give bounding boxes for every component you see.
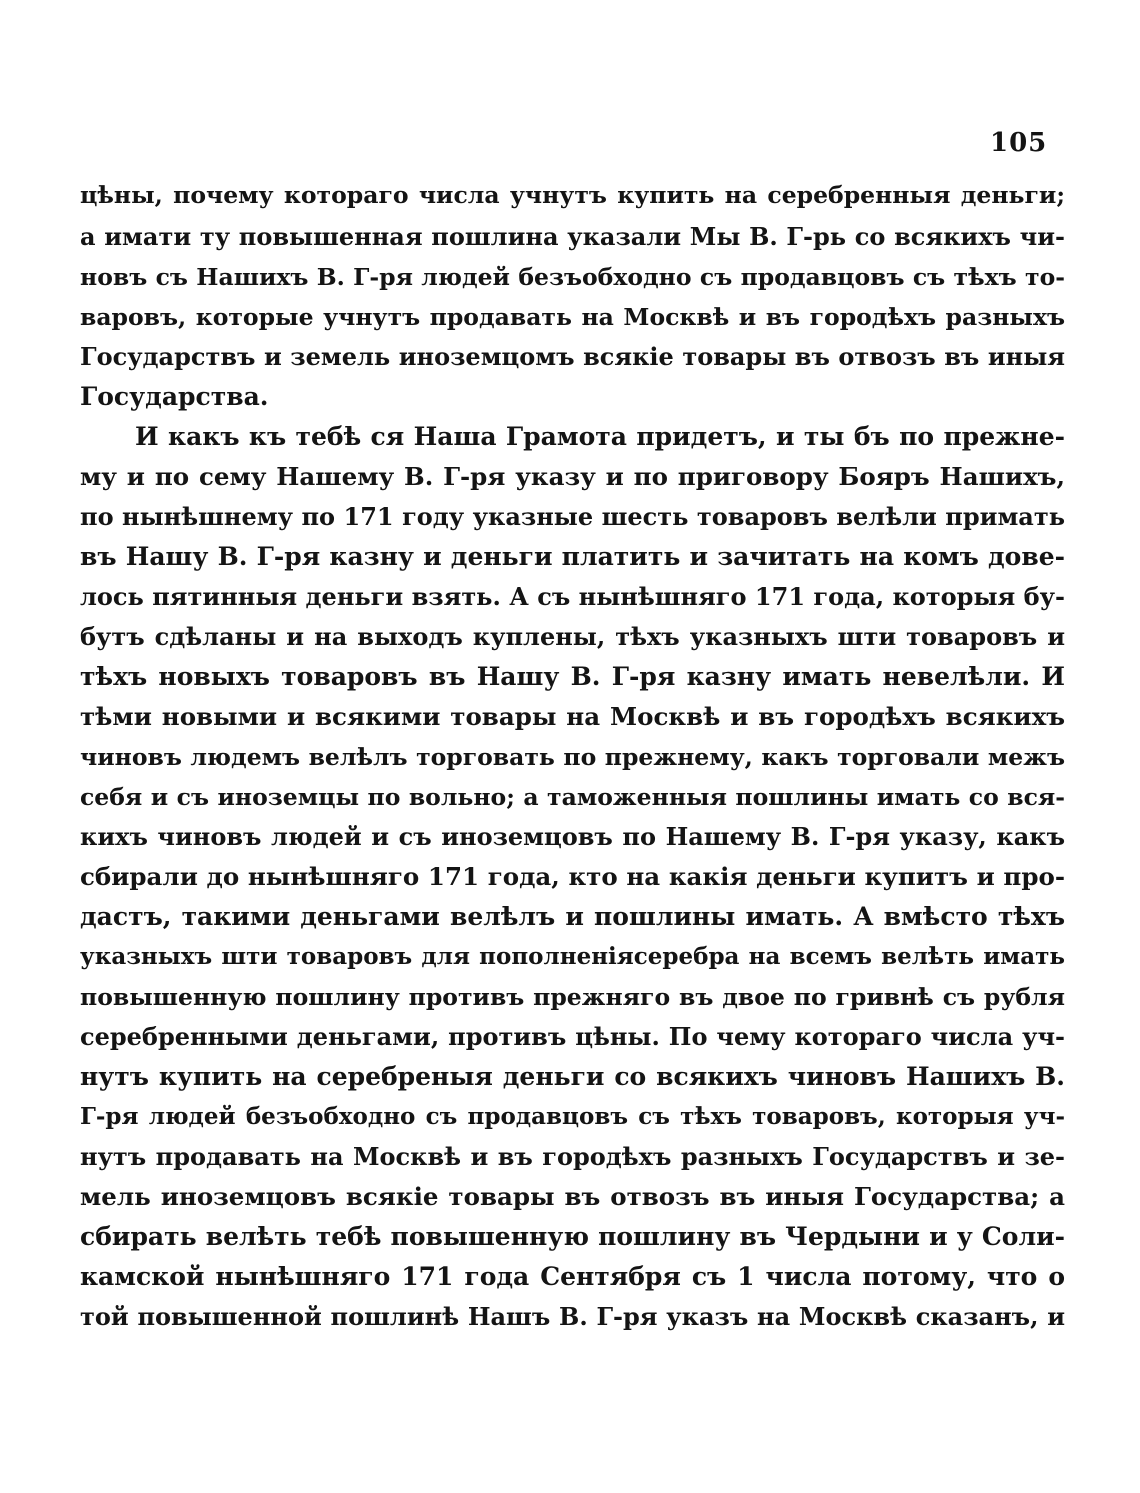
text-line: камской нынѣшняго 171 года Сентября съ 1 числа потому, что о — [80, 1262, 1065, 1291]
text-line: въ Нашу В. Г-ря казну и деньги платить и зачитать на комъ дове- — [80, 542, 1065, 571]
text-line: новъ съ Нашихъ В. Г-ря людей безъобходно съ продавцовъ съ тѣхъ то- — [80, 263, 1065, 291]
text-line: сбирали до нынѣшняго 171 года, кто на какія деньги купитъ и про- — [80, 862, 1065, 891]
text-line: по нынѣшнему по 171 году указные шесть товаровъ велѣли примать — [80, 502, 1065, 531]
text-line: тѣхъ новыхъ товаровъ въ Нашу В. Г-ря казну имать невелѣли. И — [80, 662, 1065, 691]
page-number: 105 — [990, 128, 1048, 158]
text-line: повышенную пошлину противъ прежняго въ двое по гривнѣ съ рубля — [80, 983, 1065, 1011]
text-line: мель иноземцовъ всякіе товары въ отвозъ въ иныя Государства; а — [80, 1182, 1065, 1211]
text-line: нутъ продавать на Москвѣ и въ городѣхъ разныхъ Государствъ и зе- — [80, 1142, 1065, 1171]
text-line: му и по сему Нашему В. Г-ря указу и по приговору Бояръ Нашихъ, — [80, 462, 1065, 491]
text-line: тѣми новыми и всякими товары на Москвѣ и въ городѣхъ всякихъ — [80, 702, 1065, 731]
text-line: лось пятинныя деньги взять. А съ нынѣшняго 171 года, которыя бу- — [80, 582, 1065, 611]
text-line: бутъ сдѣланы и на выходъ куплены, тѣхъ указныхъ шти товаровъ и — [80, 622, 1065, 651]
text-line: а имати ту повышенная пошлина указали Мы В. Г-рь со всякихъ чи- — [80, 222, 1065, 251]
text-line: себя и съ иноземцы по вольно; а таможенныя пошлины имать со вся- — [80, 783, 1065, 811]
text-line: нутъ купить на серебреныя деньги со всякихъ чиновъ Нашихъ В. — [80, 1062, 1065, 1091]
text-line: Г-ря людей безъобходно съ продавцовъ съ тѣхъ товаровъ, которыя уч- — [80, 1103, 1065, 1130]
text-line: серебренными деньгами, противъ цѣны. По чему котораго числа уч- — [80, 1022, 1065, 1051]
text-line: варовъ, которые учнутъ продавать на Москвѣ и въ городѣхъ разныхъ — [80, 303, 1065, 331]
text-line: цѣны, почему котораго числа учнутъ купить на серебренныя деньги; — [80, 181, 1065, 209]
text-line: той повышенной пошлинѣ Нашъ В. Г-ря указъ на Москвѣ сказанъ, и — [80, 1302, 1065, 1331]
text-line: дастъ, такими деньгами велѣлъ и пошлины имать. А вмѣсто тѣхъ — [80, 902, 1065, 931]
text-line: Государства. — [80, 382, 269, 411]
text-line: кихъ чиновъ людей и съ иноземцовъ по Нашему В. Г-ря указу, какъ — [80, 822, 1065, 851]
text-line: Государствъ и земель иноземцомъ всякіе товары въ отвозъ въ иныя — [80, 342, 1065, 371]
text-line: И какъ къ тебѣ ся Наша Грамота придетъ, и ты бъ по прежне- — [135, 422, 1065, 451]
text-line: указныхъ шти товаровъ для пополненіясеребра на всемъ велѣть имать — [80, 943, 1065, 970]
text-line: сбирать велѣть тебѣ повышенную пошлину въ Чердыни и у Соли- — [80, 1222, 1065, 1251]
text-line: чиновъ людемъ велѣлъ торговать по прежнему, какъ торговали межъ — [80, 743, 1065, 771]
